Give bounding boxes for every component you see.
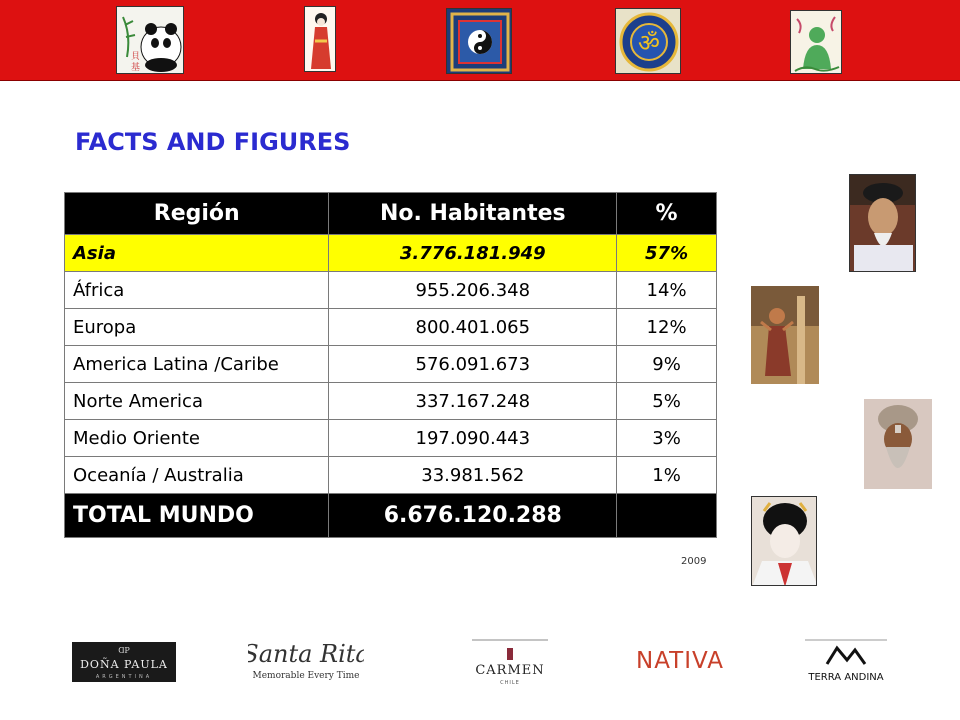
table-header-row xyxy=(65,193,717,235)
inhabitants-cell: 337.167.248 xyxy=(329,383,617,420)
region-cell: Medio Oriente xyxy=(65,420,329,457)
inhabitants-cell: 33.981.562 xyxy=(329,457,617,494)
percent-cell: 1% xyxy=(617,457,717,494)
region-cell: Norte America xyxy=(65,383,329,420)
santa-rita-wordmark: Santa Rita xyxy=(248,640,364,668)
total-label: TOTAL MUNDO xyxy=(65,494,329,538)
column-header-percent: % xyxy=(617,193,717,235)
santa-rita-logo xyxy=(248,636,364,682)
region-cell: America Latina /Caribe xyxy=(65,346,329,383)
table-row xyxy=(65,383,717,420)
percent-cell: 57% xyxy=(617,235,717,272)
dona-paula-logo xyxy=(72,642,176,682)
table-row xyxy=(65,272,717,309)
nativa-wordmark: NATIVA xyxy=(636,648,724,672)
svg-text:貝: 貝 xyxy=(131,52,141,62)
percent-cell: 9% xyxy=(617,346,717,383)
dona-paula-wordmark: DOÑA PAULA xyxy=(80,658,168,671)
carmen-country: CHILE xyxy=(500,680,520,686)
column-header-inhabitants: No. Habitantes xyxy=(329,193,617,235)
year-note: 2009 xyxy=(681,556,707,567)
region-cell: Asia xyxy=(65,235,329,272)
panda-image xyxy=(116,6,184,74)
svg-text:ᗡP: ᗡP xyxy=(118,646,130,655)
total-percent xyxy=(617,494,717,538)
column-header-region: Región xyxy=(65,193,329,235)
yin-yang-image xyxy=(446,8,512,74)
top-banner xyxy=(0,0,960,81)
region-cell: Oceanía / Australia xyxy=(65,457,329,494)
elderly-man-photo xyxy=(849,174,916,272)
page-title: FACTS AND FIGURES xyxy=(75,128,351,156)
terra-andina-wordmark: TERRA ANDINA xyxy=(808,672,884,683)
santa-rita-tagline: Memorable Every Time xyxy=(252,671,360,681)
dancer-photo xyxy=(751,286,819,384)
percent-cell: 14% xyxy=(617,272,717,309)
svg-text:基: 基 xyxy=(131,63,141,73)
om-symbol-image xyxy=(615,8,681,74)
geisha-photo xyxy=(751,496,817,586)
table-row xyxy=(65,457,717,494)
population-table xyxy=(64,192,717,538)
inhabitants-cell: 576.091.673 xyxy=(329,346,617,383)
percent-cell: 5% xyxy=(617,383,717,420)
percent-cell: 12% xyxy=(617,309,717,346)
terra-andina-logo xyxy=(803,638,889,684)
percent-cell: 3% xyxy=(617,420,717,457)
region-cell: África xyxy=(65,272,329,309)
inhabitants-cell: 197.090.443 xyxy=(329,420,617,457)
buddha-image xyxy=(790,10,842,74)
carmen-logo xyxy=(470,638,550,686)
table-row xyxy=(65,235,717,272)
nativa-logo xyxy=(622,646,738,672)
table-row xyxy=(65,346,717,383)
region-cell: Europa xyxy=(65,309,329,346)
total-value: 6.676.120.288 xyxy=(329,494,617,538)
table-row xyxy=(65,420,717,457)
geisha-image xyxy=(304,6,336,72)
total-row xyxy=(65,494,717,538)
dona-paula-country: ARGENTINA xyxy=(95,674,153,680)
table-row xyxy=(65,309,717,346)
sadhu-photo xyxy=(864,399,932,489)
inhabitants-cell: 3.776.181.949 xyxy=(329,235,617,272)
svg-text:ॐ: ॐ xyxy=(638,29,660,57)
inhabitants-cell: 800.401.065 xyxy=(329,309,617,346)
carmen-wordmark: CARMEN xyxy=(475,663,545,678)
inhabitants-cell: 955.206.348 xyxy=(329,272,617,309)
